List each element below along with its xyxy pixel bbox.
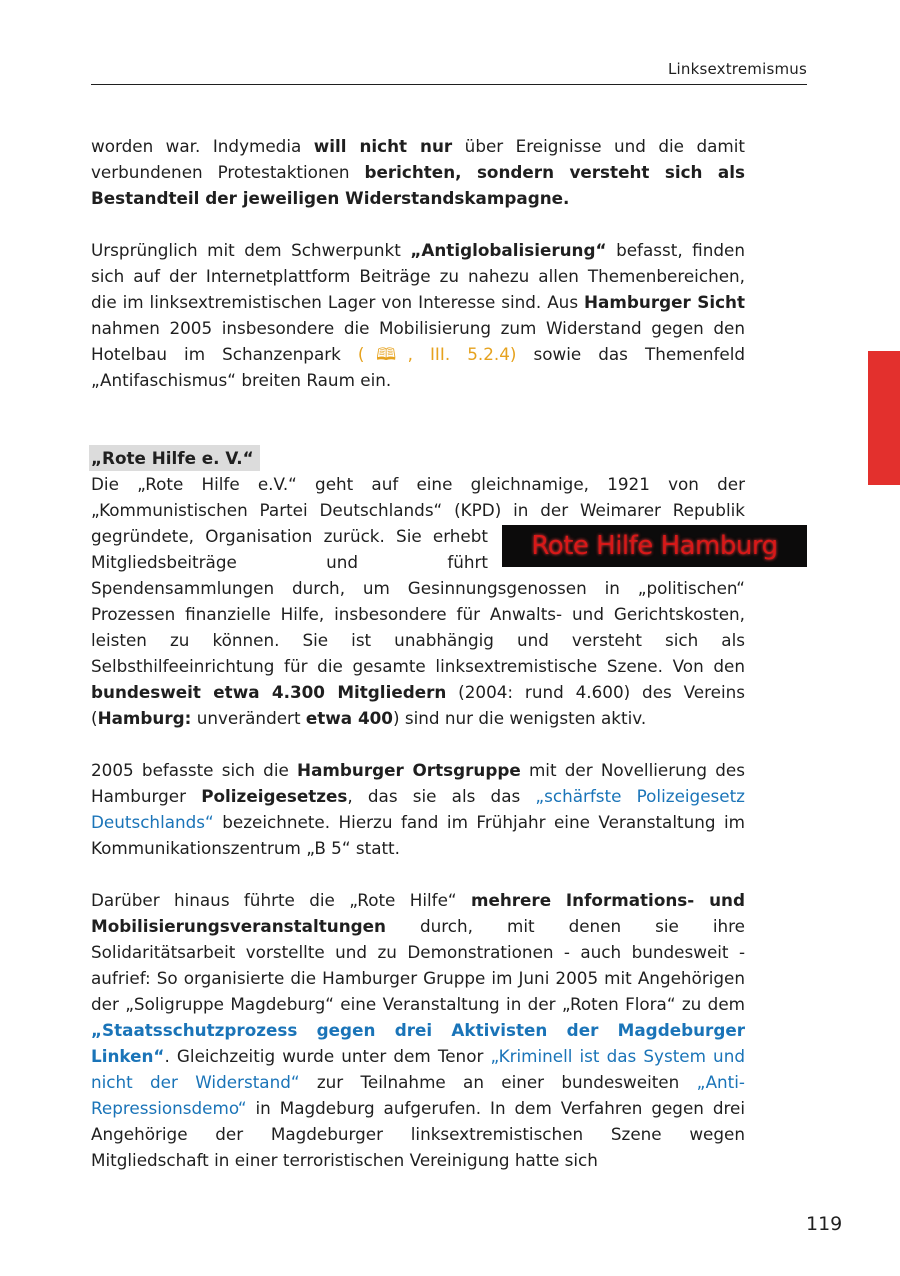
section-heading: „Rote Hilfe e. V.“ bbox=[89, 445, 260, 471]
page-body bbox=[91, 133, 778, 1173]
header-rule bbox=[91, 84, 807, 85]
running-header: Linksextremismus bbox=[667, 60, 807, 78]
chapter-tab-marker bbox=[868, 351, 900, 485]
quote-link[interactable]: „schärfste Polizeigesetz Deutschlands“ bbox=[91, 786, 745, 832]
logo-text: Rote Hilfe Hamburg bbox=[531, 531, 778, 561]
cross-reference-link[interactable]: (🕮, III. 5.2.4) bbox=[357, 344, 517, 364]
paragraph-rote-hilfe-intro: Die „Rote Hilfe e.V.“ geht auf eine gleichnamige, 1921 von der „Kommunistischen Partei Deutschlands“ (KPD) in der Weimarer Republik Rote Hilfe Hamburg gegründete, Organisation zurück. Sie erhebt Mitgliedsbeiträge und führt Spendensammlungen durch, um Gesinnungsgenossen in „politischen“ Prozessen finanzielle Hilfe, insbesondere für Anwalts- und Gerichtskosten, leisten zu können. Sie ist unabhängig und versteht sich als Selbsthilfeeinrichtung für die gesamte linksextremistische Szene. Von den bundesweit etwa 4.300 Mitgliedern (2004: rund 4.600) des Vereins (Hamburg: unverändert etwa 400) sind nur die wenigsten aktiv. bbox=[91, 471, 745, 731]
page-number: 119 bbox=[806, 1213, 843, 1235]
paragraph-veranstaltungen: Darüber hinaus führte die „Rote Hilfe“ mehrere Informations- und Mobilisierungsveranstaltungen durch, mit denen sie ihre Solidaritätsarbeit vorstellte und zu Demonstrationen - auch bundesweit - aufrief: So organisierte die Hamburger Gruppe im Juni 2005 mit Angehörigen der „Soligruppe Magdeburg“ eine Veranstaltung in der „Roten Flora“ zu dem „Staatsschutzprozess gegen drei Aktivisten der Magdeburger Linken“. Gleichzeitig wurde unter dem Tenor „Kriminell ist das System und nicht der Widerstand“ zur Teilnahme an einer bundesweiten „Anti-Repressionsdemo“ in Magdeburg aufgerufen. In dem Verfahren gegen drei Angehörige der Magdeburger linksextremistischen Szene wegen Mitgliedschaft in einer terroristischen Vereinigung hatte sich bbox=[91, 890, 746, 1170]
rote-hilfe-hamburg-logo-image bbox=[502, 525, 807, 567]
quote-link[interactable]: „Kriminell ist das System und nicht der Widerstand“ bbox=[91, 1046, 745, 1092]
quote-link[interactable]: „Staatsschutzprozess gegen drei Aktivisten der Magdeburger Linken“ bbox=[91, 1020, 745, 1066]
quote-link[interactable]: „Anti-Repressionsdemo“ bbox=[91, 1072, 745, 1118]
paragraph-polizeigesetz: 2005 befasste sich die Hamburger Ortsgruppe mit der Novellierung des Hamburger Polizeigesetzes, das sie als das „schärfste Polizeigesetz Deutschlands“ bezeichnete. Hierzu fand im Frühjahr eine Veranstaltung im Kommunikationszentrum „B 5“ statt. bbox=[91, 760, 746, 858]
section-rote-hilfe bbox=[91, 445, 778, 731]
paragraph-antiglobalisierung: Ursprünglich mit dem Schwerpunkt „Antiglobalisierung“ befasst, finden sich auf der Internetplattform Beiträge zu nahezu allen Themenbereichen, die im linksextremistischen Lager von Interesse sind. Aus Hamburger Sicht nahmen 2005 insbesondere die Mobilisierung zum Widerstand gegen den Hotelbau im Schanzenpark (🕮, III. 5.2.4) sowie das Themenfeld „Antifaschismus“ breiten Raum ein. bbox=[91, 240, 746, 390]
paragraph-indymedia: worden war. Indymedia will nicht nur über Ereignisse und die damit verbundenen Protestaktionen berichten, sondern versteht sich als Bestandteil der jeweiligen Widerstandskampagne. bbox=[91, 136, 745, 208]
